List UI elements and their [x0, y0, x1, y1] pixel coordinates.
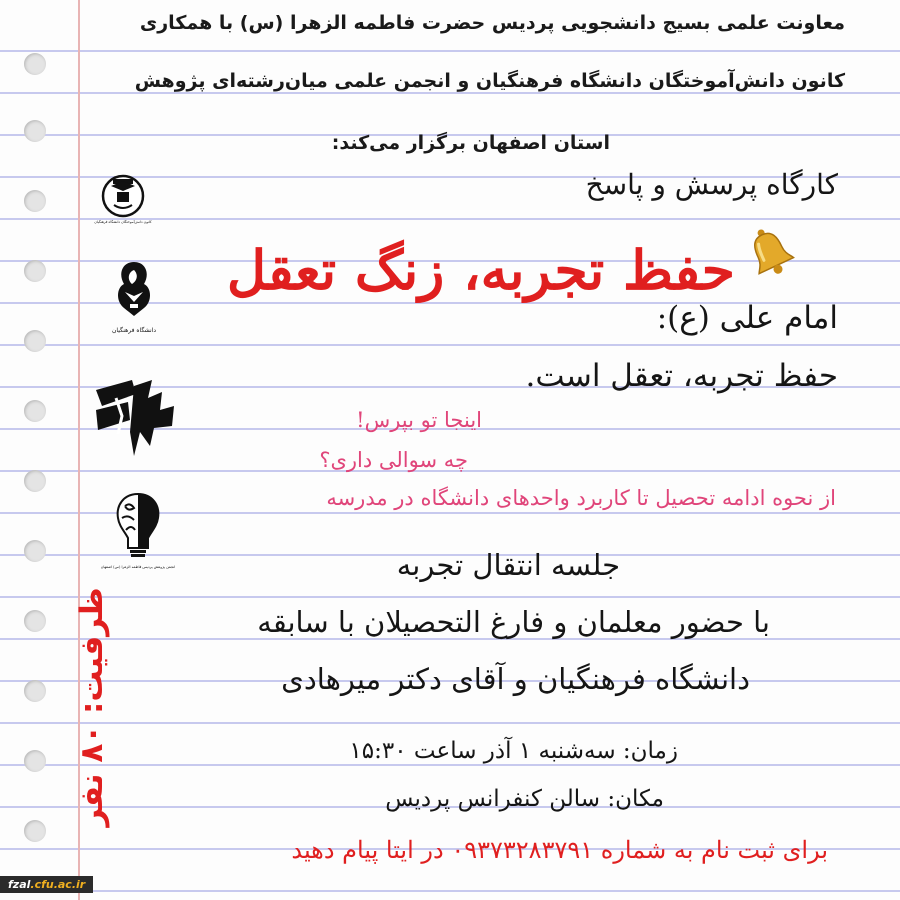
event-place: مکان: سالن کنفرانس پردیس — [385, 786, 664, 812]
alumni-association-logo — [94, 165, 152, 227]
basij-emblem-logo — [92, 376, 178, 460]
binder-hole — [24, 820, 46, 842]
research-association-logo — [100, 490, 176, 572]
prompt-line-3: از نحوه ادامه تحصیل تا کاربرد واحدهای دانشگاه در مدرسه — [326, 486, 836, 510]
binder-hole — [24, 400, 46, 422]
bell-icon — [742, 224, 798, 280]
binder-hole — [24, 610, 46, 632]
prompt-line-1: اینجا تو بپرس! — [356, 408, 482, 432]
farhangian-university-logo — [108, 258, 160, 340]
capacity-text: ظرفیت: ۸۰ نفر — [74, 587, 110, 827]
watermark-part-1: fzal — [8, 878, 31, 891]
header-line-3: استان اصفهان برگزار می‌کند: — [331, 132, 610, 154]
logo-4-caption: انجمن پژوهش پردیس فاطمه الزهرا (س) اصفهان — [100, 565, 176, 569]
site-watermark — [0, 876, 93, 893]
binder-hole — [24, 190, 46, 212]
session-line-1: با حضور معلمان و فارغ التحصیلان با سابقه — [257, 605, 770, 639]
binder-hole — [24, 330, 46, 352]
logo-1-caption: کانون دانش‌آموختگان دانشگاه فرهنگیان — [94, 220, 152, 224]
workshop-title: حفظ تجربه، زنگ تعقل — [226, 238, 735, 302]
logo-2-caption: دانشگاه فرهنگیان — [111, 327, 157, 334]
quote-author: امام علی (ع): — [656, 300, 838, 336]
registration-text: برای ثبت نام به شماره ۰۹۳۷۳۲۸۳۷۹۱ در ایتا پیام دهید — [291, 836, 828, 864]
workshop-type: کارگاه پرسش و پاسخ — [585, 168, 838, 201]
binder-hole — [24, 750, 46, 772]
session-title: جلسه انتقال تجربه — [396, 548, 620, 582]
header-line-2: کانون دانش‌آموختگان دانشگاه فرهنگیان و انجمن علمی میان‌رشته‌ای پژوهش — [134, 70, 845, 92]
prompt-line-2: چه سوالی داری؟ — [319, 448, 468, 472]
quote-text: حفظ تجربه، تعقل است. — [525, 358, 838, 394]
binder-hole — [24, 53, 46, 75]
watermark-part-2: .cfu.ac.ir — [30, 878, 86, 891]
capacity-label — [62, 587, 122, 827]
event-time: زمان: سه‌شنبه ۱ آذر ساعت ۱۵:۳۰ — [349, 738, 678, 764]
session-line-2: دانشگاه فرهنگیان و آقای دکتر میرهادی — [281, 662, 750, 696]
binder-hole — [24, 680, 46, 702]
binder-hole — [24, 260, 46, 282]
binder-hole — [24, 470, 46, 492]
binder-hole — [24, 120, 46, 142]
header-line-1: معاونت علمی بسیج دانشجویی پردیس حضرت فاطمه الزهرا (س) با همکاری — [139, 12, 845, 34]
binder-hole — [24, 540, 46, 562]
